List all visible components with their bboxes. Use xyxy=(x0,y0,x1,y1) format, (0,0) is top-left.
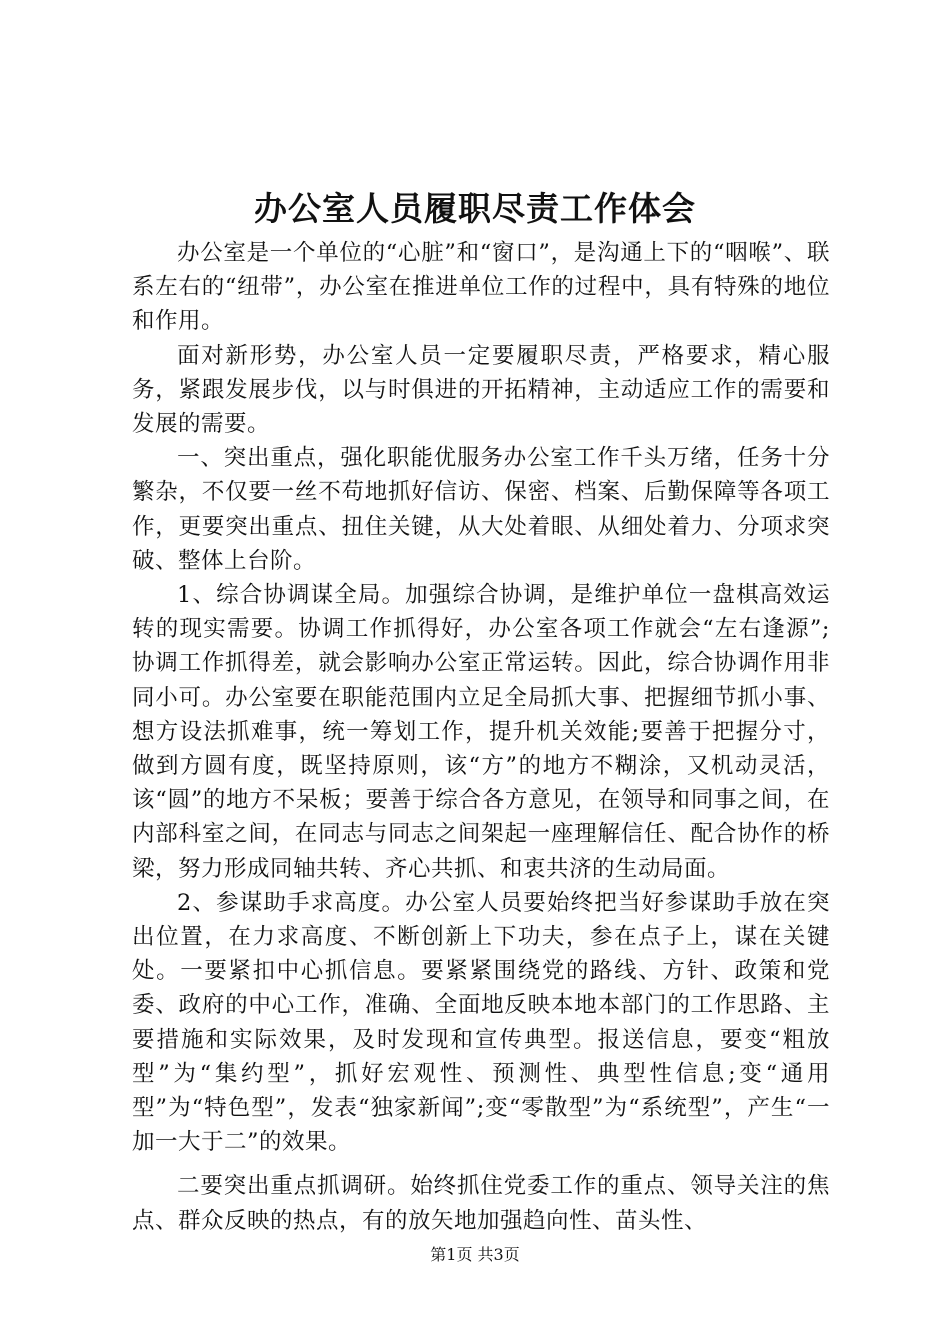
page-number-footer: 第1页 共3页 xyxy=(430,1245,520,1264)
paragraph-coordination: 1、综合协调谋全局。加强综合协调，是维护单位一盘棋高效运转的现实需要。协调工作抓得好，办公室各项工作就会“左右逢源”;协调工作抓得差，就会影响办公室正常运转。因此，综合协调作用非同小可。办公室要在职能范围内立足全局抓大事、把握细节抓小事、想方设法抓难事，统一筹划工作，提升机关效能;要善于把握分寸，做到方圆有度，既坚持原则，该“方”的地方不糊涂，又机动灵活，该“圆”的地方不呆板；要善于综合各方意见，在领导和同事之间，在内部科室之间，在同志与同志之间架起一座理解信任、配合协作的桥梁，努力形成同轴共转、齐心共抓、和衷共济的生动局面。 xyxy=(132,582,830,882)
paragraph-new-situation: 面对新形势，办公室人员一定要履职尽责，严格要求，精心服务，紧跟发展步伐，以与时俱进的开拓精神，主动适应工作的需要和发展的需要。 xyxy=(132,342,830,438)
document-title: 办公室人员履职尽责工作体会 xyxy=(254,189,696,228)
document-body xyxy=(132,236,830,1238)
paragraph-intro: 办公室是一个单位的“心脏”和“窗口”，是沟通上下的“咽喉”、联系左右的“纽带”，办公室在推进单位工作的过程中，具有特殊的地位和作用。 xyxy=(132,240,830,335)
paragraph-research: 二要突出重点抓调研。始终抓住党委工作的重点、领导关注的焦点、群众反映的热点，有的放矢地加强趋向性、苗头性、 xyxy=(132,1173,830,1234)
paragraph-advisor: 2、参谋助手求高度。办公室人员要始终把当好参谋助手放在突出位置，在力求高度、不断创新上下功夫，参在点子上，谋在关键处。一要紧扣中心抓信息。要紧紧围绕党的路线、方针、政策和党委、政府的中心工作，准确、全面地反映本地本部门的工作思路、主要措施和实际效果，及时发现和宣传典型。报送信息，要变“粗放型”为“集约型”，抓好宏观性、预测性、典型性信息;变“通用型”为“特色型”，发表“独家新闻”;变“零散型”为“系统型”，产生“一加一大于二”的效果。 xyxy=(132,889,830,1156)
paragraph-section-one: 一、突出重点，强化职能优服务办公室工作千头万绪，任务十分繁杂，不仅要一丝不苟地抓好信访、保密、档案、后勤保障等各项工作，更要突出重点、扭住关键，从大处着眼、从细处着力、分项求突破、整体上台阶。 xyxy=(132,445,830,574)
